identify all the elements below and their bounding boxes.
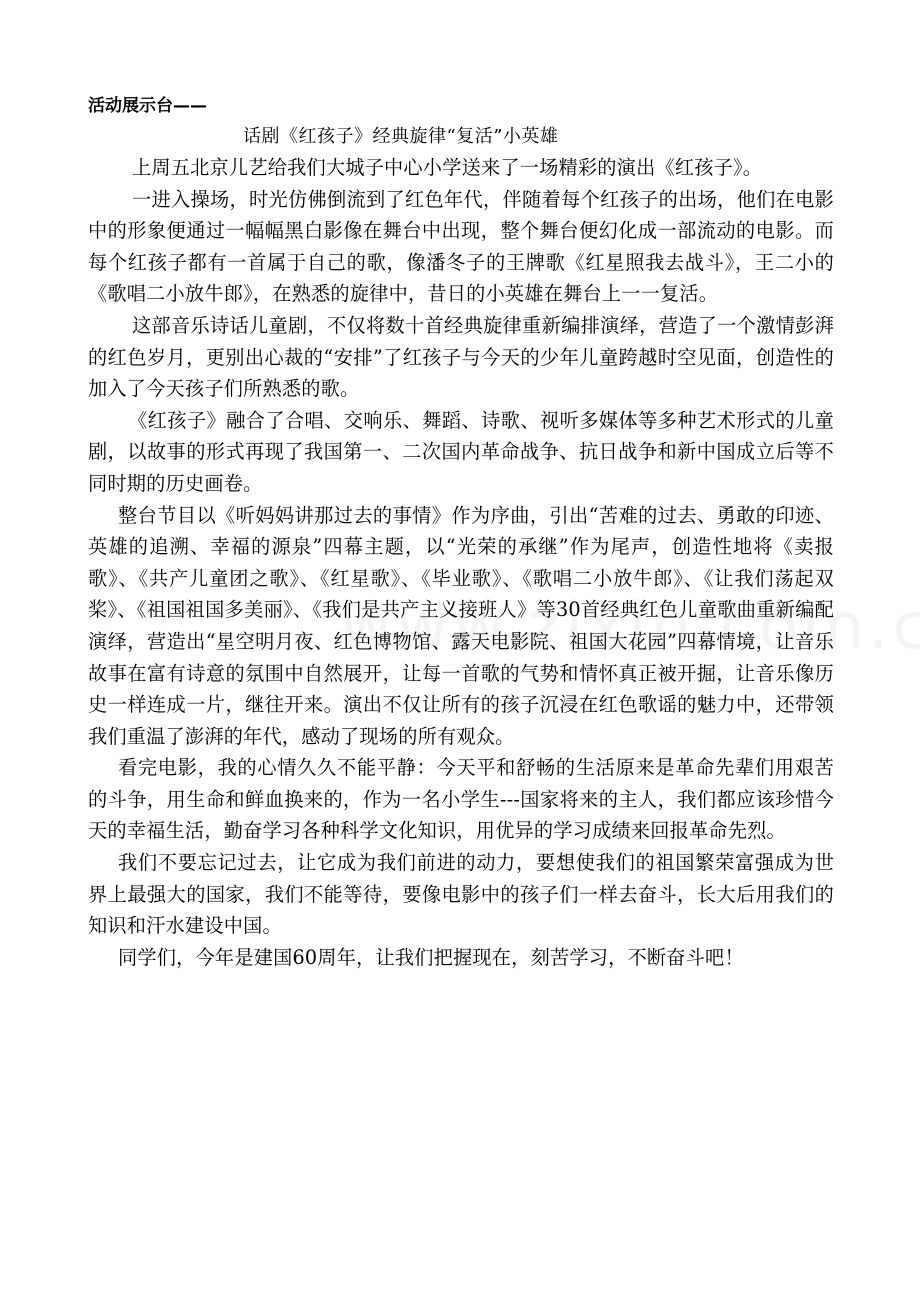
paragraph-6: 看完电影，我的心情久久不能平静：今天平和舒畅的生活原来是革命先辈们用艰苦的斗争，用生命和鲜血换来的，作为一名小学生---国家将来的主人，我们都应该珍惜今天的幸福生活，勤奋学习各种科学文化知识，用优异的学习成绩来回报革命先烈。 — [88, 756, 834, 843]
article-title: 话剧《红孩子》经典旋律“复活”小英雄 — [243, 126, 559, 147]
paragraph-7: 我们不要忘记过去，让它成为我们前进的动力，要想使我们的祖国繁荣富强成为世界上最强大的国家，我们不能等待，要像电影中的孩子们一样去奋斗，长大后用我们的知识和汗水建设中国。 — [88, 851, 834, 938]
paragraph-2: 一进入操场，时光仿佛倒流到了红色年代，伴随着每个红孩子的出场，他们在电影中的形象便通过一幅幅黑白影像在舞台中出现，整个舞台便幻化成一部流动的电影。而每个红孩子都有一首属于自己的歌，像潘冬子的王牌歌《红星照我去战斗》，王二小的《歌唱二小放牛郎》，在熟悉的旋律中，昔日的小英雄在舞台上一一复活。 — [88, 187, 834, 306]
document-page — [88, 92, 834, 973]
paragraph-1: 上周五北京儿艺给我们大城子中心小学送来了一场精彩的演出《红孩子》。 — [132, 156, 763, 179]
section-header: 活动展示台—— — [88, 96, 207, 116]
paragraph-3: 这部音乐诗话儿童剧，不仅将数十首经典旋律重新编排演绎，营造了一个激情彭湃的红色岁月，更别出心裁的“安排”了红孩子与今天的少年儿童跨越时空见面，创造性的加入了今天孩子们所熟悉的歌。 — [88, 313, 834, 401]
paragraph-8: 同学们，今年是建国60周年，让我们把握现在，刻苦学习，不断奋斗吧！ — [118, 945, 744, 969]
paragraph-4: 《红孩子》融合了合唱、交响乐、舞蹈、诗歌、视听多媒体等多种艺术形式的儿童剧，以故事的形式再现了我国第一、二次国内革命战争、抗日战争和新中国成立后等不同时期的历史画卷。 — [88, 408, 834, 495]
paragraph-5: 整台节目以《听妈妈讲那过去的事情》作为序曲，引出“苦难的过去、勇敢的印迹、英雄的追溯、幸福的源泉”四幕主题，以“光荣的承继”作为尾声，创造性地将《卖报歌》、《共产儿童团之歌》、《红星歌》、《毕业歌》、《歌唱二小放牛郎》、《让我们荡起双桨》、《祖国祖国多美丽》、《我们是共产主义接班人》等30首经典红色儿童歌曲重新编配演绎，营造出“星空明月夜、红色博物馆、露天电影院、祖国大花园”四幕情境，让音乐故事在富有诗意的氛围中自然展开，让每一首歌的气势和情怀真正被开掘，让音乐像历史一样连成一片，继往开来。演出不仅让所有的孩子沉浸在红色歌谣的魅力中，还带领我们重温了澎湃的年代，感动了现场的所有观众。 — [88, 503, 834, 748]
